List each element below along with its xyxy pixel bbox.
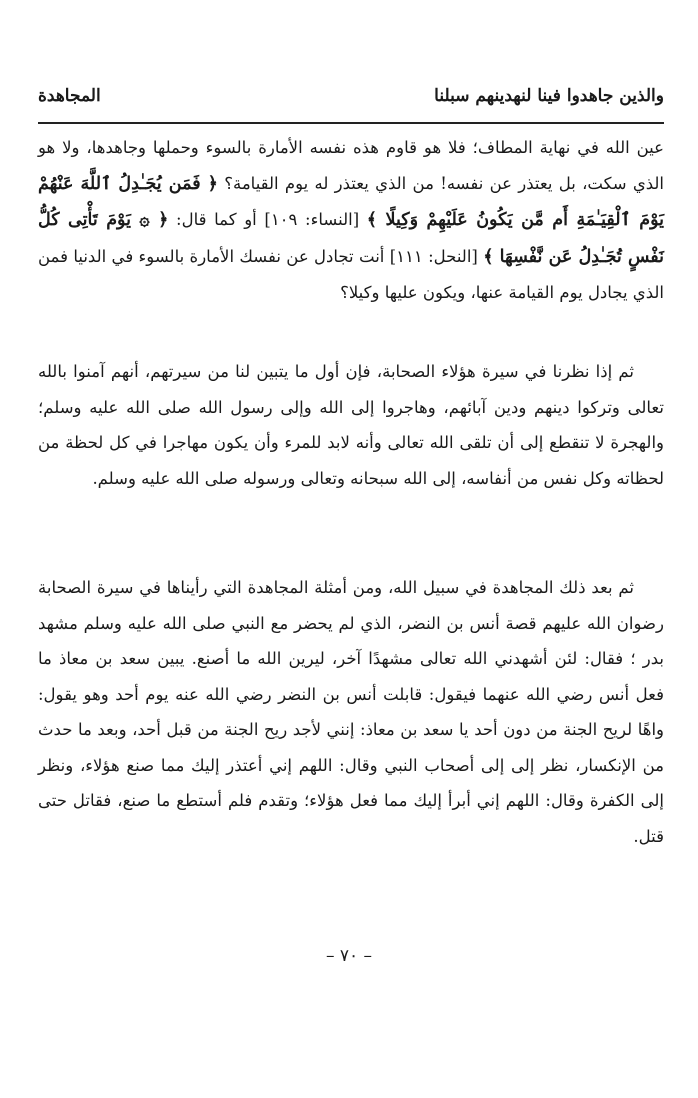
quran-verse-1: ﴿ فَمَن يُجَـٰدِلُ ٱللَّهَ عَنْهُمْ يَوْمَ ٱلْقِيَـٰمَةِ أَم مَّن يَكُونُ عَلَيْهِمْ وَكِيلًا ﴾ (38, 173, 665, 230)
quran-verse-2: ﴿ ۞ يَوْمَ تَأْتِى كُلُّ نَفْسٍ تُجَـٰدِلُ عَن نَّفْسِهَا ﴾ (38, 210, 664, 267)
paragraph-1-text-b: [النحل: ١١١] أنت تجادل عن نفسك الأمارة بالسوء في الدنيا فمن الذي يجادل يوم القيامة عنها، ويكون عليها وكيلا؟ (38, 246, 664, 302)
verse-reference-1: [النساء: ١٠٩] أو كما قال: (176, 210, 360, 229)
header-divider (38, 122, 664, 124)
paragraph-3-text: ثم بعد ذلك المجاهدة في سبيل الله، ومن أمثلة المجاهدة التي رأيناها في سيرة الصحابة رضوان الله عليهم قصة أنس بن النضر، الذي لم يحضر مع النبي صلى الله عليه وسلم مشهد بدر ؛ فقال: لئن أشهدني الله تعالى مشهدًا آخر، ليرين الله ما أصنع. يبين سعد بن معاذ ما فعل أنس رضي الله عنهما فيقول: قابلت أنس بن النضر رضي الله عنه يوم أحد وهو يقول: واهًا لريح الجنة من دون أحد يا سعد بن معاذ: إنني لأجد ريح الجنة من قبل أحد، وبعد ما حدث من الإنكسار، نظر إلى إلى أصحاب النبي وقال: اللهم إني أعتذر إليك مما صنع هؤلاء، ونظر إلى الكفرة وقال: اللهم إني أبرأ إليك مما فعل هؤلاء؛ وتقدم فلم أستطع ما صنع، فقاتل حتى قتل. (38, 578, 664, 846)
page-number: – ٧٠ – (325, 946, 373, 966)
paragraph-1 (38, 130, 664, 311)
paragraph-2-text: ثم إذا نظرنا في سيرة هؤلاء الصحابة، فإن أول ما يتبين لنا من سيرتهم، أنهم آمنوا بالله تعالى وتركوا دينهم ودين آبائهم، وهاجروا إلى الله وإلى رسول الله صلى الله عليه وسلم؛ والهجرة لا تنقطع إلى أن تلقى الله تعالى وأنه لابد للمرء وأن يكون مهاجرا في كل لحظة من لحظاته وكل نفس من أنفاسه، إلى الله سبحانه وتعالى ورسوله صلى الله عليه وسلم. (38, 362, 664, 488)
running-header (38, 86, 664, 116)
paragraph-1-text-a: عين الله في نهاية المطاف؛ فلا هو قاوم هذه نفسه الأمارة بالسوء وحملها وجاهدها، ولا هو الذي سكت، بل يعتذر عن نفسه! من الذي يعتذر له يوم القيامة؟ (38, 138, 665, 193)
header-section: المجاهدة (38, 86, 101, 106)
paragraph-3 (38, 570, 664, 854)
header-title: والذين جاهدوا فينا لنهدينهم سبلنا (434, 86, 664, 106)
paragraph-2 (38, 354, 664, 496)
